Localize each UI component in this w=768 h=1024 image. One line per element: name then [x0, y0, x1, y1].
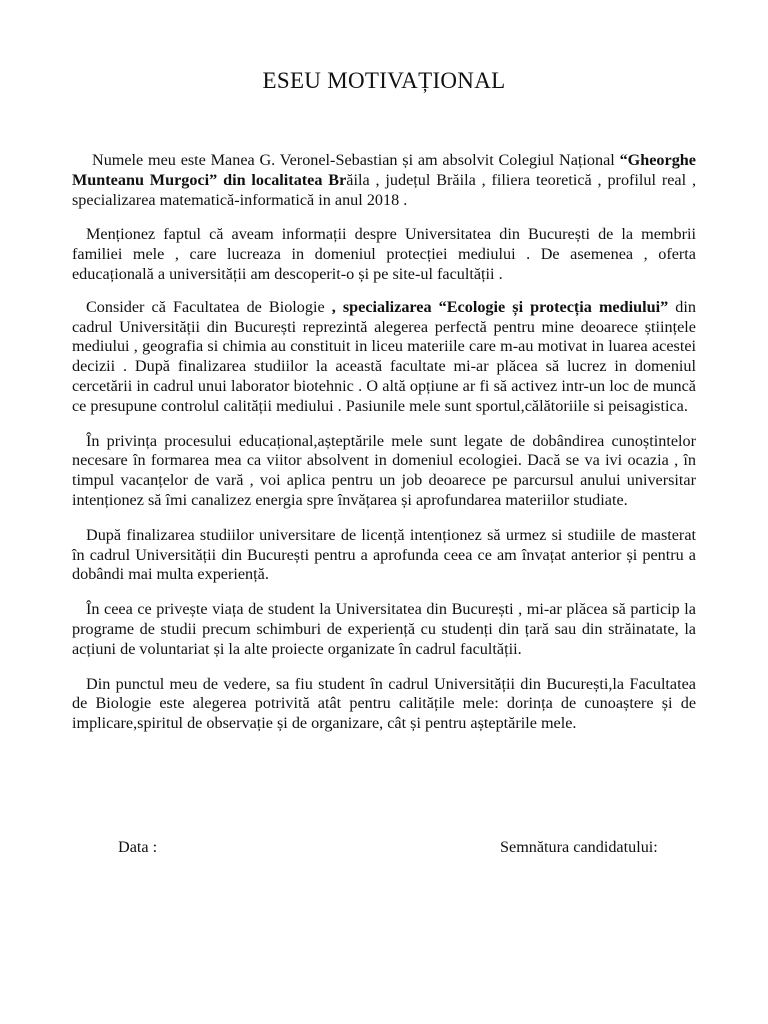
paragraph-education: În privința procesului educațional,așteptările mele sunt legate de dobândirea cunoștintelor necesare în formarea mea ca viitor absolvent in domeniul ecologiei. Dacă se va ivi ocazia , în timpul vacanțelor de vară , voi aplica pentru un job deoarece pe parcursul anului universitar intenționez să îmi canalizez energia spre învățarea și aprofundarea materiilor studiate.	[72, 431, 696, 509]
paragraph-intro	[72, 151, 696, 210]
paragraph-information: Menționez faptul că aveam informații despre Universitatea din București de la membrii familiei mele , care lucreaza in domeniul protecției mediului . De asemenea , oferta educațională a universității am descoperit-o și pe site-ul facultății .	[72, 225, 696, 283]
date-label: Data :	[118, 838, 158, 856]
signature-label: Semnătura candidatului:	[500, 838, 658, 856]
paragraph-intro-text-a: Numele meu este Manea G. Veronel-Sebastian și am absolvit Colegiul Național	[92, 151, 620, 169]
paragraph-student-life: În ceea ce privește viața de student la Universitatea din București , mi-ar plăcea să particip la programe de studii precum schimburi de experiență cu studenți din țară sau din străinatate, la acțiuni de voluntariat și la alte proiecte organizate în cadrul facultății.	[72, 600, 696, 658]
paragraph-masters: După finalizarea studiilor universitare de licență intenționez să urmez si studiile de masterat în cadrul Universității din București pentru a aprofunda ceea ce am învațat anterior și pentru a dobândi mai multa experiență.	[72, 525, 696, 584]
document-title: ESEU MOTIVAȚIONAL	[262, 68, 506, 93]
paragraph-conclusion: Din punctul meu de vedere, sa fiu student în cadrul Universității din București,la Facultatea de Biologie este alegerea potrivită atât pentru calitățile mele: dorința de cunoaștere și de implicare,spiritul de observație și de organizare, cât și pentru așteptările mele.	[72, 674, 696, 733]
document-body	[72, 151, 696, 749]
paragraph-faculty-text-c: din cadrul Universității din București reprezintă alegerea perfectă pentru mine deoarece științele mediului , geografia si chimia au constituit in liceu materiile care m-au motivat in luarea acestei decizii . După finalizarea studiilor la această facultate mi-ar plăcea să lucrez in domeniul cercetării in cadrul unui laborator biotehnic . O altă opțiune ar fi să activez intr-un loc de muncă ce presupune controlul calității mediului . Pasiunile mele sunt sportul,călătoriile si peisagistica.	[72, 297, 696, 415]
school-name-bold: “Gheorghe Munteanu Murgoci” din localitatea Br	[72, 151, 696, 189]
specialization-bold: , specializarea “Ecologie și protecția mediului”	[331, 297, 669, 316]
paragraph-intro-text-c: ăila , județul Brăila , filiera teoretică , profilul real , specializarea matematică-informatică in anul 2018 .	[72, 170, 697, 209]
paragraph-faculty-text-a: Consider că Facultatea de Biologie	[86, 297, 332, 316]
paragraph-faculty	[72, 298, 696, 417]
